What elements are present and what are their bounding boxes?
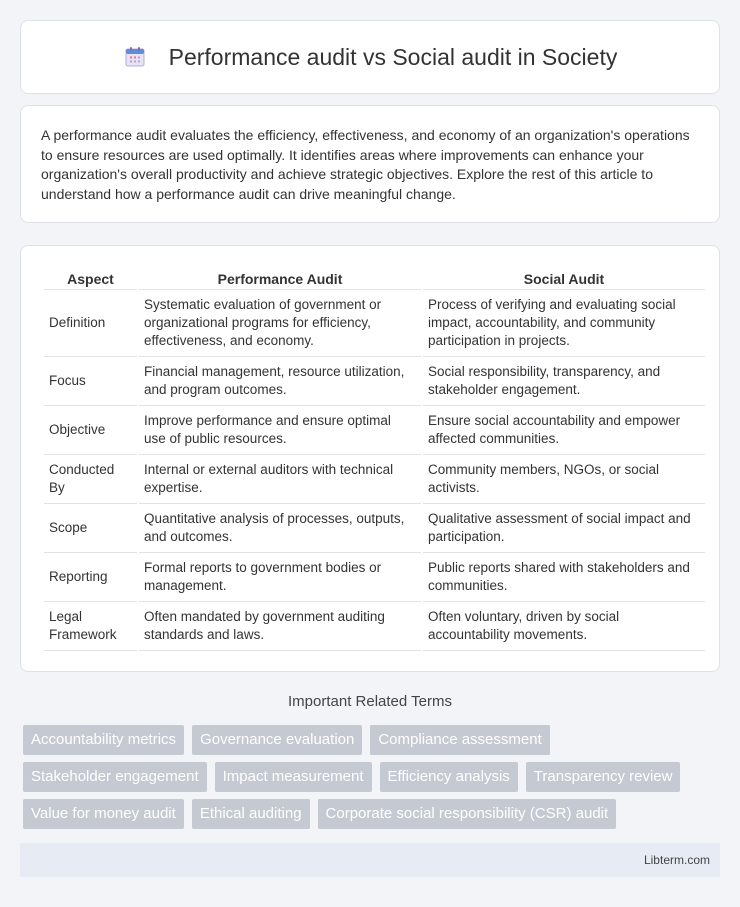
tag-row [23, 725, 723, 755]
cell-aspect: Objective [44, 406, 137, 455]
header-card [20, 20, 720, 94]
table-row [44, 553, 705, 602]
page-title: Performance audit vs Social audit in Society [168, 43, 618, 70]
table-row [44, 602, 705, 651]
table-row [44, 357, 705, 406]
title-wrap [123, 44, 618, 71]
cell-aspect: Legal Framework [44, 602, 137, 651]
cell-social: Ensure social accountability and empower affected communities. [423, 406, 705, 455]
cell-social: Process of verifying and evaluating social impact, accountability, and community participation in projects. [423, 290, 705, 357]
cell-social: Community members, NGOs, or social activists. [423, 455, 705, 504]
cell-social: Qualitative assessment of social impact and participation. [423, 504, 705, 553]
table-row [44, 290, 705, 357]
intro-text: A performance audit evaluates the efficiency, effectiveness, and economy of an organization's operations to ensure resources are used optimally. It identifies areas where improvements can enhance your organization's overall productivity and achieve strategic objectives. Explore the rest of this article to understand how a performance audit can drive meaningful change. [41, 127, 690, 202]
tag-row [23, 799, 723, 829]
cell-aspect: Conducted By [44, 455, 137, 504]
table-row [44, 455, 705, 504]
cell-performance: Often mandated by government auditing standards and laws. [139, 602, 421, 651]
related-terms-title: Important Related Terms [288, 693, 452, 710]
header-performance-audit: Performance Audit [139, 268, 421, 290]
cell-social: Social responsibility, transparency, and stakeholder engagement. [423, 357, 705, 406]
cell-performance: Formal reports to government bodies or management. [139, 553, 421, 602]
comparison-table-card [20, 245, 720, 672]
cell-performance: Internal or external auditors with technical expertise. [139, 455, 421, 504]
tag-ethical-auditing[interactable]: Ethical auditing [192, 799, 310, 829]
tag-compliance-assessment[interactable]: Compliance assessment [370, 725, 549, 755]
cell-social: Public reports shared with stakeholders and communities. [423, 553, 705, 602]
header-aspect: Aspect [44, 268, 137, 290]
cell-aspect: Reporting [44, 553, 137, 602]
tag-governance-evaluation[interactable]: Governance evaluation [192, 725, 362, 755]
related-terms-tags [23, 725, 723, 836]
cell-performance: Systematic evaluation of government or organizational programs for efficiency, effectiveness, and economy. [139, 290, 421, 357]
intro-card [20, 105, 720, 223]
comparison-table [42, 268, 707, 651]
header-social-audit: Social Audit [423, 268, 705, 290]
table-row [44, 406, 705, 455]
cell-aspect: Definition [44, 290, 137, 357]
table-header-row [44, 268, 705, 290]
tag-row [23, 762, 723, 792]
footer-site-link[interactable]: Libterm.com [643, 853, 710, 867]
tag-csr-audit[interactable]: Corporate social responsibility (CSR) audit [318, 799, 617, 829]
tag-impact-measurement[interactable]: Impact measurement [215, 762, 372, 792]
cell-performance: Quantitative analysis of processes, outputs, and outcomes. [139, 504, 421, 553]
footer [20, 843, 720, 877]
cell-aspect: Scope [44, 504, 137, 553]
cell-performance: Financial management, resource utilization, and program outcomes. [139, 357, 421, 406]
cell-aspect: Focus [44, 357, 137, 406]
cell-social: Often voluntary, driven by social accountability movements. [423, 602, 705, 651]
tag-transparency-review[interactable]: Transparency review [526, 762, 681, 792]
cell-performance: Improve performance and ensure optimal use of public resources. [139, 406, 421, 455]
tag-efficiency-analysis[interactable]: Efficiency analysis [380, 762, 518, 792]
calendar-icon [123, 45, 147, 69]
table-row [44, 504, 705, 553]
tag-stakeholder-engagement[interactable]: Stakeholder engagement [23, 762, 207, 792]
tag-accountability-metrics[interactable]: Accountability metrics [23, 725, 184, 755]
tag-value-for-money-audit[interactable]: Value for money audit [23, 799, 184, 829]
